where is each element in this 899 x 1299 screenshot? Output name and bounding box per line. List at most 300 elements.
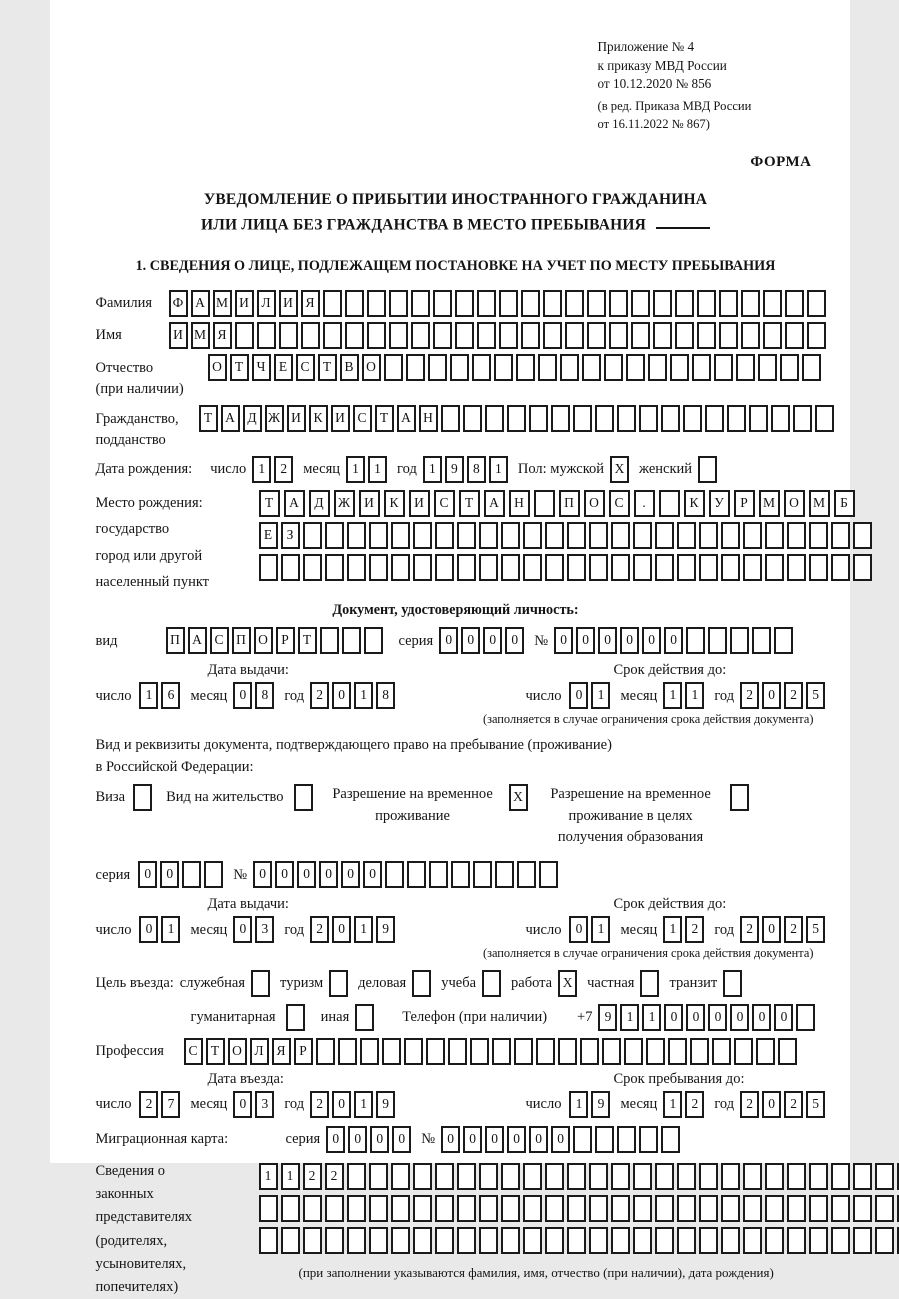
cell[interactable] xyxy=(477,322,496,349)
legal-reps-cells-row3[interactable] xyxy=(259,1227,899,1254)
cell[interactable] xyxy=(384,354,403,381)
cell[interactable] xyxy=(631,290,650,317)
cell[interactable] xyxy=(723,970,742,997)
cell[interactable]: 9 xyxy=(376,1091,395,1118)
cell[interactable] xyxy=(611,554,630,581)
cell[interactable] xyxy=(516,354,535,381)
residence-valid-day-cells[interactable] xyxy=(569,916,610,943)
cell[interactable] xyxy=(787,1227,806,1254)
cell[interactable]: 0 xyxy=(708,1004,727,1031)
cell[interactable] xyxy=(534,490,555,517)
cell[interactable] xyxy=(730,627,749,654)
cell[interactable] xyxy=(367,290,386,317)
cell[interactable] xyxy=(741,322,760,349)
cell[interactable] xyxy=(589,1195,608,1222)
cell[interactable] xyxy=(661,405,680,432)
cell[interactable]: 8 xyxy=(467,456,486,483)
cell[interactable]: Т xyxy=(318,354,337,381)
cell[interactable]: 0 xyxy=(370,1126,389,1153)
cell[interactable] xyxy=(714,354,733,381)
cell[interactable]: 0 xyxy=(341,861,360,888)
cell[interactable]: Т xyxy=(206,1038,225,1065)
cell[interactable] xyxy=(501,522,520,549)
cell[interactable] xyxy=(182,861,201,888)
cell[interactable] xyxy=(499,322,518,349)
cell[interactable]: Ж xyxy=(265,405,284,432)
cell[interactable]: 0 xyxy=(253,861,272,888)
cell[interactable] xyxy=(582,354,601,381)
cell[interactable] xyxy=(301,322,320,349)
cell[interactable]: М xyxy=(191,322,210,349)
cell[interactable]: О xyxy=(228,1038,247,1065)
cell[interactable]: Н xyxy=(509,490,530,517)
birth-month-cells[interactable] xyxy=(346,456,387,483)
cell[interactable] xyxy=(411,290,430,317)
cell[interactable]: 0 xyxy=(752,1004,771,1031)
purpose-tourism-checkbox[interactable] xyxy=(329,970,348,997)
cell[interactable] xyxy=(587,290,606,317)
cell[interactable] xyxy=(455,290,474,317)
legal-reps-cells-row2[interactable] xyxy=(259,1195,899,1222)
cell[interactable] xyxy=(677,1163,696,1190)
phone-cells[interactable] xyxy=(598,1004,815,1031)
cell[interactable] xyxy=(626,354,645,381)
cell[interactable] xyxy=(355,1004,374,1031)
cell[interactable] xyxy=(668,1038,687,1065)
cell[interactable]: А xyxy=(188,627,207,654)
cell[interactable] xyxy=(347,554,366,581)
cell[interactable] xyxy=(787,522,806,549)
cell[interactable]: 0 xyxy=(686,1004,705,1031)
cell[interactable]: 0 xyxy=(160,861,179,888)
cell[interactable]: X xyxy=(509,784,528,811)
cell[interactable] xyxy=(391,1163,410,1190)
cell[interactable]: А xyxy=(221,405,240,432)
cell[interactable]: 0 xyxy=(664,1004,683,1031)
cell[interactable]: 1 xyxy=(489,456,508,483)
cell[interactable]: 0 xyxy=(332,916,351,943)
cell[interactable] xyxy=(765,1195,784,1222)
cell[interactable] xyxy=(364,627,383,654)
cell[interactable]: Д xyxy=(243,405,262,432)
cell[interactable] xyxy=(730,784,749,811)
cell[interactable] xyxy=(457,1163,476,1190)
cell[interactable] xyxy=(699,522,718,549)
cell[interactable]: 0 xyxy=(441,1126,460,1153)
cell[interactable] xyxy=(853,1195,872,1222)
cell[interactable] xyxy=(648,354,667,381)
cell[interactable] xyxy=(752,627,771,654)
cell[interactable]: 2 xyxy=(740,1091,759,1118)
cell[interactable]: X xyxy=(558,970,577,997)
cell[interactable] xyxy=(413,1195,432,1222)
cell[interactable]: Я xyxy=(301,290,320,317)
cell[interactable] xyxy=(325,1195,344,1222)
cell[interactable] xyxy=(589,1227,608,1254)
cell[interactable]: 1 xyxy=(569,1091,588,1118)
cell[interactable]: 0 xyxy=(642,627,661,654)
cell[interactable] xyxy=(479,554,498,581)
doc-kind-cells[interactable] xyxy=(166,627,383,654)
cell[interactable] xyxy=(617,1126,636,1153)
cell[interactable] xyxy=(251,970,270,997)
cell[interactable]: . xyxy=(634,490,655,517)
cell[interactable] xyxy=(543,290,562,317)
cell[interactable] xyxy=(523,1227,542,1254)
cell[interactable] xyxy=(457,554,476,581)
cell[interactable]: О xyxy=(254,627,273,654)
cell[interactable] xyxy=(303,1195,322,1222)
cell[interactable]: Т xyxy=(298,627,317,654)
cell[interactable] xyxy=(391,1195,410,1222)
cell[interactable]: 0 xyxy=(139,916,158,943)
cell[interactable] xyxy=(259,1227,278,1254)
cell[interactable] xyxy=(448,1038,467,1065)
cell[interactable]: Т xyxy=(199,405,218,432)
cell[interactable] xyxy=(391,1227,410,1254)
cell[interactable] xyxy=(589,554,608,581)
cell[interactable] xyxy=(286,1004,305,1031)
cell[interactable] xyxy=(653,290,672,317)
cell[interactable] xyxy=(477,290,496,317)
cell[interactable]: 1 xyxy=(354,916,373,943)
cell[interactable] xyxy=(369,522,388,549)
cell[interactable] xyxy=(257,322,276,349)
cell[interactable]: М xyxy=(759,490,780,517)
cell[interactable]: И xyxy=(169,322,188,349)
cell[interactable] xyxy=(721,554,740,581)
cell[interactable] xyxy=(573,405,592,432)
cell[interactable] xyxy=(382,1038,401,1065)
cell[interactable] xyxy=(325,1227,344,1254)
cell[interactable] xyxy=(785,322,804,349)
cell[interactable]: 1 xyxy=(663,682,682,709)
cell[interactable] xyxy=(565,322,584,349)
cell[interactable] xyxy=(567,1163,586,1190)
cell[interactable] xyxy=(611,1227,630,1254)
cell[interactable] xyxy=(771,405,790,432)
cell[interactable] xyxy=(543,322,562,349)
cell[interactable]: 0 xyxy=(505,627,524,654)
cell[interactable] xyxy=(501,1227,520,1254)
cell[interactable]: В xyxy=(340,354,359,381)
cell[interactable] xyxy=(589,522,608,549)
cell[interactable] xyxy=(719,322,738,349)
cell[interactable] xyxy=(565,290,584,317)
cell[interactable] xyxy=(639,1126,658,1153)
cell[interactable] xyxy=(514,1038,533,1065)
cell[interactable]: 2 xyxy=(685,916,704,943)
cell[interactable]: 1 xyxy=(354,1091,373,1118)
doc-series-cells[interactable] xyxy=(439,627,524,654)
cell[interactable] xyxy=(734,1038,753,1065)
cell[interactable]: 0 xyxy=(551,1126,570,1153)
cell[interactable] xyxy=(426,1038,445,1065)
cell[interactable] xyxy=(294,784,313,811)
cell[interactable]: 0 xyxy=(485,1126,504,1153)
cell[interactable] xyxy=(433,322,452,349)
cell[interactable] xyxy=(360,1038,379,1065)
cell[interactable] xyxy=(435,1163,454,1190)
cell[interactable]: П xyxy=(232,627,251,654)
cell[interactable]: 1 xyxy=(281,1163,300,1190)
cell[interactable] xyxy=(721,1195,740,1222)
cell[interactable] xyxy=(699,1195,718,1222)
cell[interactable] xyxy=(385,861,404,888)
cell[interactable] xyxy=(573,1126,592,1153)
cell[interactable] xyxy=(743,1227,762,1254)
cell[interactable] xyxy=(756,1038,775,1065)
cell[interactable]: М xyxy=(213,290,232,317)
cell[interactable] xyxy=(560,354,579,381)
cell[interactable]: О xyxy=(362,354,381,381)
doc-valid-month-cells[interactable] xyxy=(663,682,704,709)
cell[interactable]: С xyxy=(609,490,630,517)
cell[interactable] xyxy=(765,1163,784,1190)
residence-issue-month-cells[interactable] xyxy=(233,916,274,943)
cell[interactable] xyxy=(473,861,492,888)
birth-year-cells[interactable] xyxy=(423,456,508,483)
cell[interactable] xyxy=(719,290,738,317)
cell[interactable] xyxy=(479,1227,498,1254)
cell[interactable] xyxy=(749,405,768,432)
cell[interactable] xyxy=(611,522,630,549)
cell[interactable] xyxy=(457,1195,476,1222)
cell[interactable] xyxy=(545,1227,564,1254)
cell[interactable]: 3 xyxy=(255,1091,274,1118)
cell[interactable]: 1 xyxy=(346,456,365,483)
cell[interactable]: Р xyxy=(734,490,755,517)
cell[interactable] xyxy=(517,861,536,888)
cell[interactable] xyxy=(765,522,784,549)
cell[interactable]: 1 xyxy=(423,456,442,483)
cell[interactable]: К xyxy=(684,490,705,517)
cell[interactable] xyxy=(501,1195,520,1222)
cell[interactable] xyxy=(617,405,636,432)
cell[interactable] xyxy=(545,554,564,581)
cell[interactable]: 2 xyxy=(325,1163,344,1190)
cell[interactable]: Е xyxy=(274,354,293,381)
cell[interactable] xyxy=(369,1195,388,1222)
cell[interactable] xyxy=(677,522,696,549)
cell[interactable]: 0 xyxy=(275,861,294,888)
cell[interactable] xyxy=(698,456,717,483)
doc-number-cells[interactable] xyxy=(554,627,793,654)
cell[interactable] xyxy=(661,1126,680,1153)
cell[interactable] xyxy=(389,290,408,317)
cell[interactable] xyxy=(536,1038,555,1065)
cell[interactable]: 0 xyxy=(233,1091,252,1118)
cell[interactable]: Л xyxy=(250,1038,269,1065)
cell[interactable] xyxy=(538,354,557,381)
cell[interactable] xyxy=(316,1038,335,1065)
cell[interactable] xyxy=(523,1195,542,1222)
cell[interactable] xyxy=(325,522,344,549)
cell[interactable]: 0 xyxy=(463,1126,482,1153)
cell[interactable] xyxy=(765,554,784,581)
cell[interactable] xyxy=(793,405,812,432)
cell[interactable] xyxy=(712,1038,731,1065)
cell[interactable]: 0 xyxy=(138,861,157,888)
cell[interactable]: 9 xyxy=(598,1004,617,1031)
cell[interactable]: 9 xyxy=(591,1091,610,1118)
entry-month-cells[interactable] xyxy=(233,1091,274,1118)
cell[interactable] xyxy=(796,1004,815,1031)
cell[interactable] xyxy=(809,554,828,581)
cell[interactable] xyxy=(875,1195,894,1222)
cell[interactable] xyxy=(699,554,718,581)
cell[interactable]: И xyxy=(359,490,380,517)
cell[interactable] xyxy=(470,1038,489,1065)
cell[interactable]: П xyxy=(559,490,580,517)
cell[interactable] xyxy=(633,1227,652,1254)
cell[interactable] xyxy=(721,522,740,549)
doc-issue-year-cells[interactable] xyxy=(310,682,395,709)
cell[interactable]: 0 xyxy=(762,916,781,943)
cell[interactable]: 1 xyxy=(368,456,387,483)
cell[interactable]: 0 xyxy=(233,916,252,943)
cell[interactable] xyxy=(670,354,689,381)
residence-number-cells[interactable] xyxy=(253,861,558,888)
cell[interactable]: 2 xyxy=(740,916,759,943)
cell[interactable] xyxy=(567,1195,586,1222)
cell[interactable] xyxy=(611,1163,630,1190)
residence-valid-month-cells[interactable] xyxy=(663,916,704,943)
cell[interactable] xyxy=(875,1163,894,1190)
cell[interactable] xyxy=(697,322,716,349)
cell[interactable] xyxy=(338,1038,357,1065)
cell[interactable] xyxy=(523,1163,542,1190)
cell[interactable]: П xyxy=(166,627,185,654)
cell[interactable] xyxy=(323,322,342,349)
cell[interactable] xyxy=(521,322,540,349)
cell[interactable] xyxy=(303,522,322,549)
cell[interactable] xyxy=(413,1163,432,1190)
cell[interactable] xyxy=(758,354,777,381)
legal-reps-cells-row1[interactable] xyxy=(259,1163,899,1190)
cell[interactable]: 0 xyxy=(348,1126,367,1153)
cell[interactable] xyxy=(780,354,799,381)
cell[interactable] xyxy=(853,554,872,581)
cell[interactable] xyxy=(435,522,454,549)
cell[interactable] xyxy=(633,1163,652,1190)
cell[interactable] xyxy=(675,290,694,317)
cell[interactable] xyxy=(633,554,652,581)
cell[interactable]: М xyxy=(809,490,830,517)
rvp-edu-checkbox[interactable] xyxy=(730,784,749,811)
cell[interactable] xyxy=(259,1195,278,1222)
cell[interactable] xyxy=(320,627,339,654)
cell[interactable] xyxy=(604,354,623,381)
cell[interactable] xyxy=(455,322,474,349)
cell[interactable]: 0 xyxy=(576,627,595,654)
cell[interactable] xyxy=(367,322,386,349)
cell[interactable] xyxy=(479,1163,498,1190)
cell[interactable] xyxy=(763,322,782,349)
cell[interactable] xyxy=(413,1227,432,1254)
cell[interactable] xyxy=(675,322,694,349)
cell[interactable] xyxy=(727,405,746,432)
cell[interactable] xyxy=(389,322,408,349)
cell[interactable] xyxy=(407,861,426,888)
cell[interactable]: И xyxy=(287,405,306,432)
cell[interactable] xyxy=(495,861,514,888)
cell[interactable]: 1 xyxy=(354,682,373,709)
cell[interactable]: 0 xyxy=(730,1004,749,1031)
cell[interactable]: Н xyxy=(419,405,438,432)
cell[interactable] xyxy=(602,1038,621,1065)
cell[interactable] xyxy=(303,554,322,581)
doc-issue-month-cells[interactable] xyxy=(233,682,274,709)
birth-day-cells[interactable] xyxy=(252,456,293,483)
cell[interactable] xyxy=(778,1038,797,1065)
cell[interactable] xyxy=(633,522,652,549)
cell[interactable] xyxy=(494,354,513,381)
cell[interactable] xyxy=(655,1163,674,1190)
cell[interactable] xyxy=(329,970,348,997)
cell[interactable] xyxy=(721,1227,740,1254)
cell[interactable]: С xyxy=(434,490,455,517)
cell[interactable] xyxy=(441,405,460,432)
cell[interactable] xyxy=(347,1195,366,1222)
cell[interactable] xyxy=(235,322,254,349)
cell[interactable] xyxy=(259,554,278,581)
cell[interactable]: 0 xyxy=(774,1004,793,1031)
cell[interactable] xyxy=(567,1227,586,1254)
cell[interactable]: А xyxy=(484,490,505,517)
cell[interactable]: 8 xyxy=(255,682,274,709)
cell[interactable]: О xyxy=(584,490,605,517)
cell[interactable] xyxy=(413,522,432,549)
cell[interactable]: 0 xyxy=(319,861,338,888)
cell[interactable] xyxy=(404,1038,423,1065)
cell[interactable] xyxy=(580,1038,599,1065)
cell[interactable] xyxy=(743,554,762,581)
purpose-other-checkbox[interactable] xyxy=(355,1004,374,1031)
cell[interactable] xyxy=(611,1195,630,1222)
cell[interactable] xyxy=(809,1227,828,1254)
cell[interactable]: 9 xyxy=(376,916,395,943)
cell[interactable] xyxy=(345,322,364,349)
cell[interactable] xyxy=(640,970,659,997)
cell[interactable] xyxy=(457,1227,476,1254)
purpose-transit-checkbox[interactable] xyxy=(723,970,742,997)
residence-issue-year-cells[interactable] xyxy=(310,916,395,943)
cell[interactable]: 1 xyxy=(252,456,271,483)
cell[interactable]: 2 xyxy=(784,682,803,709)
cell[interactable]: К xyxy=(309,405,328,432)
visa-checkbox[interactable] xyxy=(133,784,152,811)
cell[interactable] xyxy=(802,354,821,381)
cell[interactable]: И xyxy=(235,290,254,317)
doc-issue-day-cells[interactable] xyxy=(139,682,180,709)
cell[interactable]: 2 xyxy=(784,1091,803,1118)
cell[interactable] xyxy=(699,1227,718,1254)
cell[interactable] xyxy=(303,1227,322,1254)
cell[interactable] xyxy=(743,522,762,549)
cell[interactable]: 2 xyxy=(310,682,329,709)
cell[interactable] xyxy=(435,1195,454,1222)
cell[interactable] xyxy=(787,554,806,581)
cell[interactable] xyxy=(807,322,826,349)
purpose-official-checkbox[interactable] xyxy=(251,970,270,997)
firstname-cells[interactable] xyxy=(169,322,826,349)
cell[interactable] xyxy=(690,1038,709,1065)
cell[interactable]: 0 xyxy=(439,627,458,654)
cell[interactable]: 1 xyxy=(663,916,682,943)
cell[interactable] xyxy=(589,1163,608,1190)
migration-series-cells[interactable] xyxy=(326,1126,411,1153)
